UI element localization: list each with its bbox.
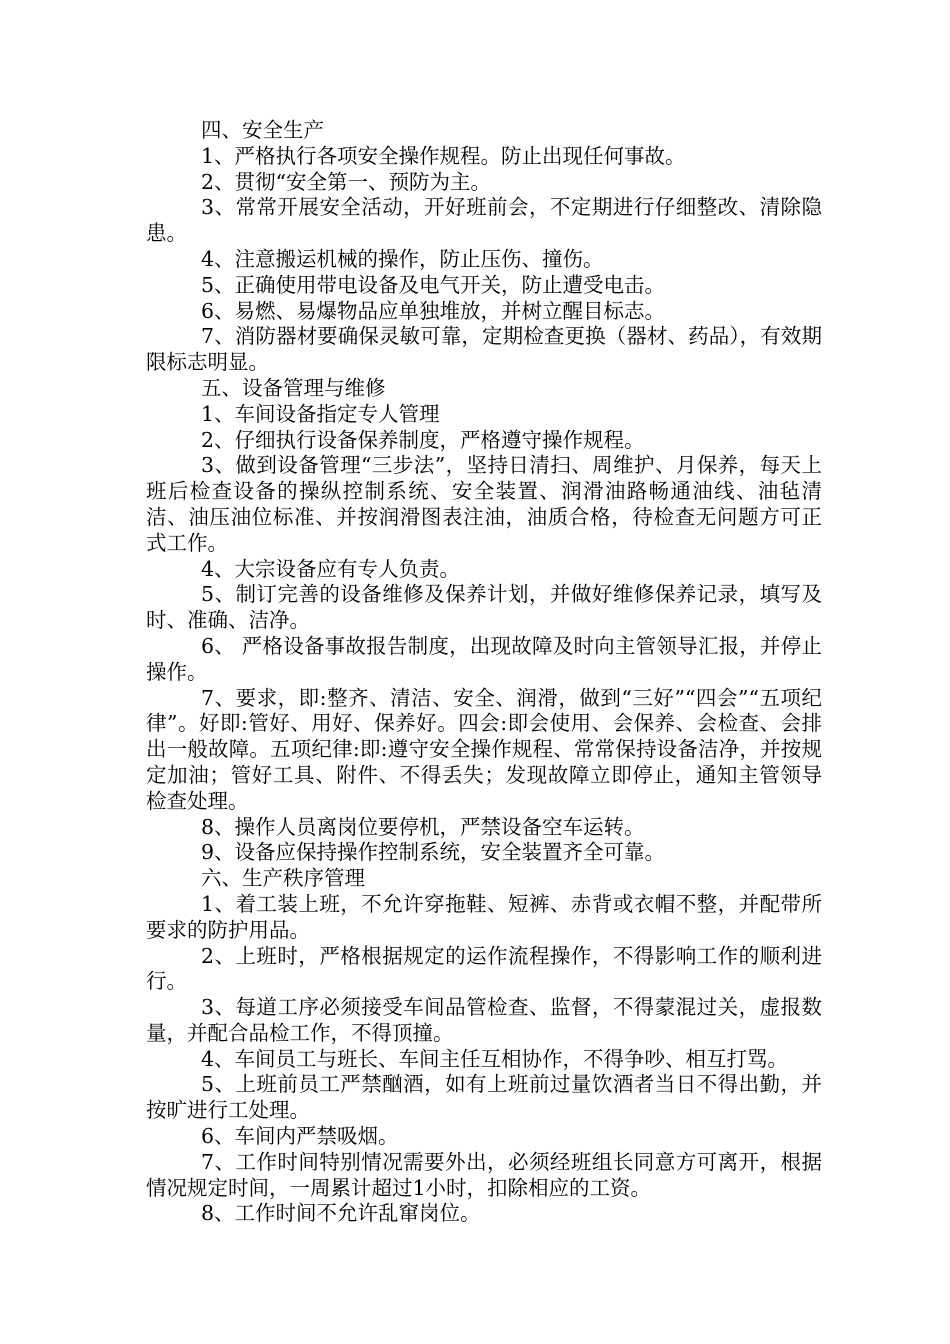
list-item: 1、着工装上班，不允许穿拖鞋、短裤、赤背或衣帽不整，并配带所要求的防护用品。 — [146, 891, 822, 942]
list-item: 6、 严格设备事故报告制度，出现故障及时向主管领导汇报，并停止操作。 — [146, 633, 822, 684]
list-item: 8、操作人员离岗位要停机，严禁设备空车运转。 — [201, 814, 645, 839]
list-item: 2、仔细执行设备保养制度，严格遵守操作规程。 — [201, 427, 645, 452]
list-item: 7、消防器材要确保灵敏可靠，定期检查更换（器材、药品），有效期限标志明显。 — [146, 324, 822, 375]
list-item: 3、每道工序必须接受车间品管检查、监督，不得蒙混过关，虚报数量，并配合品检工作，不得顶撞。 — [146, 995, 822, 1045]
list-item: 1、严格执行各项安全操作规程。防止出现任何事故。 — [201, 143, 686, 168]
list-item: 9、设备应保持操作控制系统，安全装置齐全可靠。 — [201, 840, 666, 865]
list-item: 8、工作时间不允许乱窜岗位。 — [201, 1201, 481, 1226]
document-page — [146, 118, 822, 1227]
list-item: 2、贯彻“安全第一、预防为主。 — [201, 169, 492, 194]
list-item: 7、要求，即:整齐、清洁、安全、润滑，做到“三好”“四会”“五项纪律”。好即:管好、用好、保养好。四会:即会使用、会保养、会检查、会排出一般故障。五项纪律:即:遵守安全操作规程、常常保持设备洁净，并按规定加油；管好工具、附件、不得丢失；发现故障立即停止，通知主管领导检查处理。 — [146, 685, 822, 813]
list-item: 1、车间设备指定专人管理 — [201, 401, 440, 426]
list-item: 5、制订完善的设备维修及保养计划，并做好维修保养记录，填写及时、准确、洁净。 — [146, 582, 822, 633]
list-item: 5、上班前员工严禁酗酒，如有上班前过量饮酒者当日不得出勤，并按旷进行工处理。 — [146, 1072, 822, 1123]
list-item: 2、上班时，严格根据规定的运作流程操作，不得影响工作的顺利进行。 — [146, 943, 822, 994]
list-item: 4、大宗设备应有专人负责。 — [201, 556, 461, 581]
section-heading-safety: 四、安全生产 — [201, 118, 324, 142]
list-item: 7、工作时间特别情况需要外出，必须经班组长同意方可离开，根据情况规定时间，一周累计超过1小时，扣除相应的工资。 — [146, 1149, 822, 1200]
list-item: 6、易燃、易爆物品应单独堆放，并树立醒目标志。 — [201, 298, 666, 323]
list-item: 4、车间员工与班长、车间主任互相协作，不得争吵、相互打骂。 — [201, 1046, 789, 1071]
list-item: 5、正确使用带电设备及电气开关，防止遭受电击。 — [201, 272, 666, 297]
list-item: 3、常常开展安全活动，开好班前会，不定期进行仔细整改、清除隐患。 — [146, 195, 822, 246]
list-item: 3、做到设备管理“三步法”，坚持日清扫、周维护、月保养，每天上班后检查设备的操纵控制系统、安全装置、润滑油路畅通油线、油毡清洁、油压油位标准、并按润滑图表注油，油质合格，待检查无问题方可正式工作。 — [146, 453, 822, 555]
section-heading-equipment: 五、设备管理与维修 — [201, 375, 386, 400]
list-item: 4、注意搬运机械的操作，防止压伤、撞伤。 — [201, 246, 604, 271]
section-heading-production-order: 六、生产秩序管理 — [201, 866, 365, 891]
list-item: 6、车间内严禁吸烟。 — [201, 1124, 399, 1149]
